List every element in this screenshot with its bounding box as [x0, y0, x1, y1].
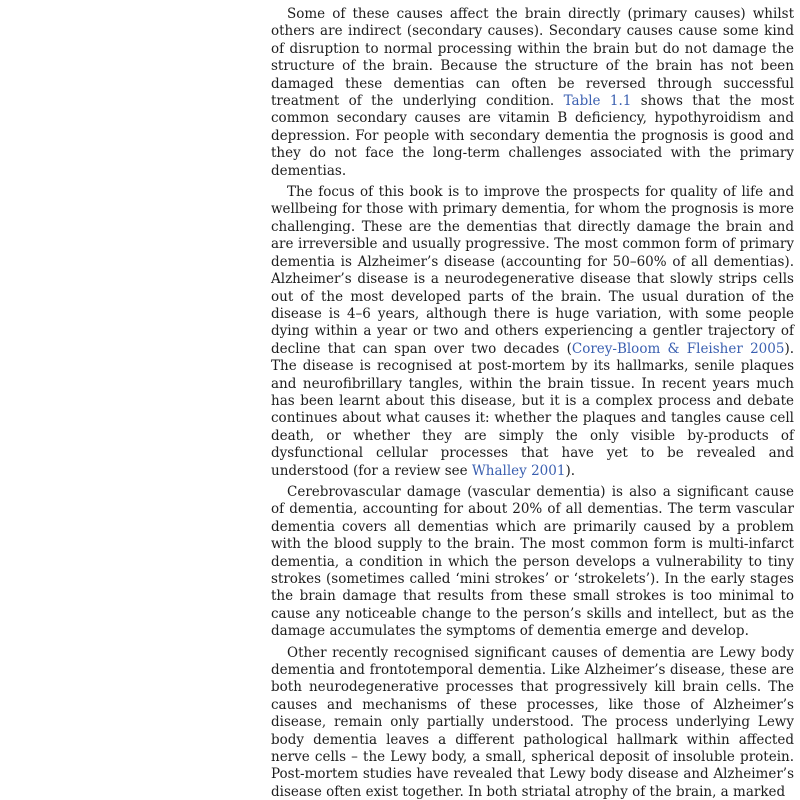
whalley-2001-link[interactable]: Whalley 2001 — [471, 462, 566, 479]
corey-bloom-fleisher-2005-link[interactable]: Corey-Bloom & Fleisher 2005 — [571, 340, 785, 357]
text-run: Some of these causes affect the brain directly (primary causes) whilst others are indirect (secondary causes). Secondary causes cause some kind of disruption to normal processing within the brain but do not damage the structure of the brain. Because the structure of the brain has not been damaged these dementias can often be reversed through successful treatment of the underlying condition. — [271, 6, 794, 110]
text-run: Other recently recognised significant causes of dementia are Lewy body dementia and frontotemporal dementia. Like Alzheimer’s disease, these are both neurodegenerative processes that progressively kill brain cells. The causes and mechanisms of these processes, like those of Alzheimer’s disease, remain only partially understood. The process underlying Lewy body dementia leaves a different pathological hallmark within affected nerve cells – the Lewy body, a small, spherical deposit of insoluble protein. Post-mortem studies have revealed that Lewy body disease and Alzheimer’s disease often exist together. In both striatal atrophy of the brain, a marked — [271, 644, 794, 800]
text-run: The focus of this book is to improve the prospects for quality of life and wellbeing for those with primary dementia, for whom the prognosis is more challenging. These are the dementias that directly damage the brain and are irreversible and usually progressive. The most common form of primary dementia is Alzheimer’s disease (accounting for 50–60% of all dementias). Alzheimer’s disease is a neurodegenerative disease that slowly strips cells out of the most developed parts of the brain. The usual duration of the disease is 4–6 years, although there is huge variation, with some people dying within a year or two and others experiencing a gentler trajectory of decline that can span over two decades ( — [271, 184, 794, 357]
text-run: ). The disease is recognised at post-mortem by its hallmarks, senile plaques and neurofibrillary tangles, within the brain tissue. In recent years much has been learnt about this disease, but it is a complex process and debate continues about what causes it: whether the plaques and tangles cause cell death, or whether they are simply the only visible by-products of dysfunctional cellular processes that have yet to be revealed and understood (for a review see — [271, 340, 794, 479]
text-run: shows that the most common secondary causes are vitamin B deficiency, hypothyroidism and depression. For people with secondary dementia the prognosis is good and they do not face the long-term challenges associated with the primary dementias. — [271, 93, 795, 179]
paragraph-2 — [271, 184, 794, 480]
text-run: Cerebrovascular damage (vascular dementia) is also a significant cause of dementia, accounting for about 20% of all dementias. The term vascular dementia covers all dementias which are primarily caused by a problem with the blood supply to the brain. The most common form is multi-infarct dementia, a condition in which the person develops a vulnerability to tiny strokes (sometimes called ‘mini strokes’ or ‘strokelets’). In the early stages the brain damage that results from these small strokes is too minimal to cause any noticeable change to the person’s skills and intellect, but as the damage accumulates the symptoms of dementia emerge and develop. — [271, 483, 794, 640]
table-1-1-link[interactable]: Table 1.1 — [563, 93, 632, 110]
text-run: ). — [565, 462, 576, 479]
body-text — [271, 6, 794, 800]
paragraph-1 — [271, 6, 794, 180]
paragraph-3 — [271, 484, 794, 641]
paragraph-4 — [271, 645, 794, 800]
